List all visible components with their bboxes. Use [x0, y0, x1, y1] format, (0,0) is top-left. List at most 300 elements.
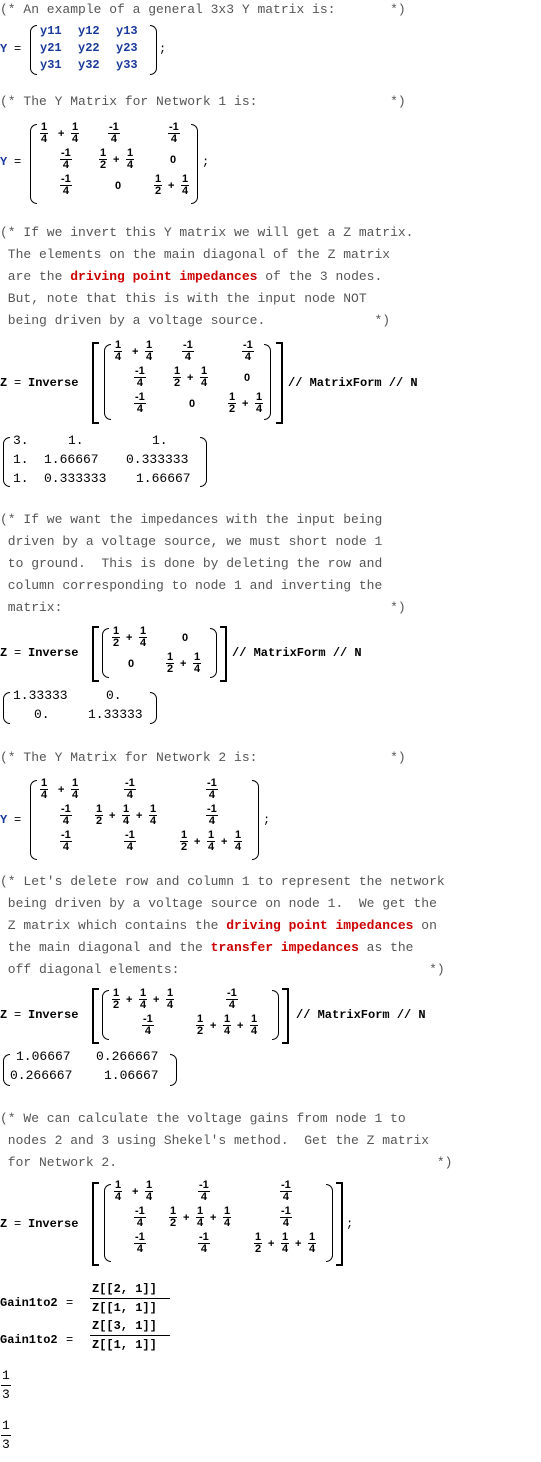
fraction — [223, 1014, 231, 1037]
fraction-bar — [90, 1335, 170, 1336]
comment-delete-b: being driven by a voltage source on node 1. We get the — [0, 896, 437, 911]
right-paren — [191, 124, 198, 204]
fraction — [169, 1206, 177, 1229]
fraction-denominator: 2 — [167, 663, 174, 675]
left-bracket — [92, 1182, 99, 1266]
fraction-numerator: 1 — [197, 1013, 204, 1025]
fraction-denominator: 4 — [62, 185, 69, 197]
result3-right-paren — [170, 1054, 177, 1086]
fraction — [149, 804, 157, 827]
fraction-numerator: -1 — [135, 365, 145, 377]
result3-left-paren — [3, 1054, 10, 1086]
left-paren — [104, 344, 111, 420]
matrix-cell-y23: y23 — [116, 41, 138, 55]
fraction-denominator: 4 — [136, 1217, 143, 1229]
equals-sign: = — [14, 813, 22, 827]
result1-cell: 1. — [152, 433, 168, 448]
right-bracket — [336, 1182, 343, 1266]
fraction — [198, 1232, 210, 1255]
fraction-denominator: 4 — [62, 841, 69, 853]
fraction-denominator: 4 — [150, 815, 157, 827]
fraction-denominator: 4 — [144, 1025, 151, 1037]
y-label: Y — [0, 813, 8, 827]
result2-cell: 0. — [106, 688, 122, 703]
zero-entry: 0 — [128, 658, 135, 670]
fraction — [145, 1180, 153, 1203]
fraction-numerator: 1 — [224, 1013, 231, 1025]
fraction-denominator: 4 — [140, 637, 147, 649]
fraction — [99, 148, 107, 171]
result2-cell: 0. — [34, 707, 50, 722]
fraction-numerator: -1 — [61, 147, 71, 159]
matrixform-postfix: // MatrixForm // N — [296, 1008, 426, 1022]
fraction-numerator: -1 — [169, 121, 179, 133]
comment-short-b: driven by a voltage source, we must short node 1 — [0, 534, 383, 549]
fraction-bar — [90, 1298, 170, 1299]
fraction — [112, 626, 120, 649]
inverse-function: Inverse — [28, 1217, 79, 1231]
fraction — [250, 1014, 258, 1037]
fraction-denominator: 4 — [200, 1243, 207, 1255]
comment-gain-a: (* We can calculate the voltage gains from node 1 to — [0, 1111, 406, 1126]
matrix-cell-y21: y21 — [40, 41, 62, 55]
plus-sign: + — [113, 154, 120, 166]
comment-delete-e: off diagonal elements: *) — [0, 962, 445, 977]
plus-sign: + — [268, 1238, 275, 1250]
fraction-denominator: 4 — [282, 1191, 289, 1203]
plus-sign: + — [180, 658, 187, 670]
fraction-denominator: 4 — [197, 1217, 204, 1229]
fraction-numerator: 1 — [181, 829, 188, 841]
left-paren — [30, 780, 37, 860]
gain-result-denominator: 3 — [2, 1437, 10, 1452]
fraction-denominator: 4 — [200, 1191, 207, 1203]
result1-cell: 0.333333 — [126, 452, 189, 467]
fraction-denominator: 4 — [224, 1217, 231, 1229]
equals-sign: = — [66, 1296, 74, 1310]
equals-sign: = — [14, 155, 22, 169]
left-paren — [30, 25, 37, 75]
fraction — [173, 366, 181, 389]
fraction — [108, 122, 120, 145]
fraction — [142, 1014, 154, 1037]
inverse-function: Inverse — [28, 376, 79, 390]
fraction — [280, 1180, 292, 1203]
fraction-denominator: 4 — [136, 403, 143, 415]
fraction-numerator: -1 — [135, 391, 145, 403]
fraction — [60, 148, 72, 171]
fraction-denominator: 4 — [170, 133, 177, 145]
left-paren — [104, 1184, 111, 1262]
gain-label: Gain1to2 — [0, 1333, 58, 1347]
left-bracket — [92, 988, 99, 1044]
gain-result-numerator: 1 — [2, 1368, 10, 1383]
fraction-denominator: 4 — [72, 789, 79, 801]
fraction-numerator: -1 — [243, 339, 253, 351]
fraction — [60, 174, 72, 197]
driving-point-impedances-highlight: driving point impedances — [226, 918, 414, 933]
matrix-cell-y11: y11 — [40, 24, 62, 38]
fraction-denominator: 4 — [41, 133, 48, 145]
zero-entry: 0 — [244, 372, 251, 384]
equals-sign: = — [14, 1008, 22, 1022]
plus-sign: + — [109, 810, 116, 822]
comment-general-matrix: (* An example of a general 3x3 Y matrix is: *) — [0, 2, 406, 17]
fraction — [223, 1206, 231, 1229]
fraction-denominator: 2 — [174, 377, 181, 389]
fraction-denominator: 4 — [235, 841, 242, 853]
fraction-denominator: 4 — [201, 377, 208, 389]
right-paren — [150, 25, 157, 75]
left-paren — [30, 124, 37, 204]
fraction — [226, 988, 238, 1011]
gain-numerator: Z[[2, 1]] — [92, 1282, 157, 1296]
matrix-cell-y22: y22 — [78, 41, 100, 55]
fraction-numerator: 1 — [255, 1231, 262, 1243]
fraction — [126, 148, 134, 171]
right-paren — [210, 628, 217, 678]
fraction-numerator: 1 — [100, 147, 107, 159]
fraction — [228, 392, 236, 415]
right-paren — [252, 780, 259, 860]
fraction-denominator: 4 — [115, 351, 122, 363]
y-label: Y — [0, 42, 8, 56]
comment-gain-c: for Network 2. *) — [0, 1155, 453, 1170]
fraction-denominator: 2 — [229, 403, 236, 415]
fraction — [254, 1232, 262, 1255]
comment-delete-d: the main diagonal and the transfer impedances as the — [0, 940, 414, 955]
fraction — [193, 652, 201, 675]
fraction-denominator: 4 — [282, 1243, 289, 1255]
fraction-numerator: 1 — [115, 339, 122, 351]
fraction-numerator: 1 — [224, 1205, 231, 1217]
fraction-numerator: 1 — [113, 987, 120, 999]
fraction-denominator: 4 — [140, 999, 147, 1011]
comment-short-d: column corresponding to node 1 and inverting the — [0, 578, 383, 593]
equals-sign: = — [14, 646, 22, 660]
left-bracket — [92, 342, 99, 424]
plus-sign: + — [221, 836, 228, 848]
fraction — [134, 366, 146, 389]
result1-cell: 0.333333 — [44, 471, 107, 486]
fraction-numerator: 1 — [72, 777, 79, 789]
result1-cell: 1.66667 — [44, 452, 99, 467]
fraction — [180, 830, 188, 853]
left-paren — [102, 628, 109, 678]
fraction-denominator: 4 — [136, 1243, 143, 1255]
fraction-numerator: 1 — [146, 1179, 153, 1191]
fraction-numerator: 1 — [140, 625, 147, 637]
fraction-denominator: 4 — [115, 1191, 122, 1203]
comment-gain-b: nodes 2 and 3 using Shekel's method. Get the Z matrix — [0, 1133, 430, 1148]
result1-cell: 1. — [68, 433, 84, 448]
fraction — [134, 1206, 146, 1229]
y-label: Y — [0, 155, 8, 169]
right-bracket — [220, 626, 227, 682]
fraction — [40, 778, 48, 801]
fraction-numerator: 1 — [197, 1205, 204, 1217]
fraction-bar — [1, 1435, 11, 1436]
plus-sign: + — [210, 1020, 217, 1032]
fraction — [71, 778, 79, 801]
fraction — [196, 1014, 204, 1037]
matrixform-postfix: // MatrixForm // N — [288, 376, 418, 390]
plus-sign: + — [194, 836, 201, 848]
fraction — [200, 366, 208, 389]
fraction-denominator: 4 — [146, 1191, 153, 1203]
plus-sign: + — [295, 1238, 302, 1250]
driving-point-impedances-highlight: driving point impedances — [70, 269, 258, 284]
comment-invert-e: being driven by a voltage source. *) — [0, 313, 391, 328]
fraction-denominator: 2 — [181, 841, 188, 853]
comment-delete-a: (* Let's delete row and column 1 to represent the network — [0, 874, 445, 889]
result2-right-paren — [150, 692, 157, 724]
fraction — [134, 392, 146, 415]
fraction-numerator: 1 — [140, 987, 147, 999]
fraction-numerator: -1 — [281, 1179, 291, 1191]
z-label: Z — [0, 376, 8, 390]
fraction — [114, 1180, 122, 1203]
fraction-numerator: -1 — [61, 173, 71, 185]
matrix-cell-y32: y32 — [78, 58, 100, 72]
fraction — [139, 626, 147, 649]
zero-entry: 0 — [115, 180, 122, 192]
plus-sign: + — [126, 994, 133, 1006]
result1-cell: 1.66667 — [136, 471, 191, 486]
fraction-denominator: 2 — [155, 185, 162, 197]
fraction-bar — [1, 1385, 11, 1386]
fraction-numerator: 1 — [282, 1231, 289, 1243]
fraction — [181, 174, 189, 197]
fraction-denominator: 2 — [170, 1217, 177, 1229]
plus-sign: + — [153, 994, 160, 1006]
fraction-denominator: 4 — [182, 185, 189, 197]
fraction-denominator: 4 — [194, 663, 201, 675]
comment-delete-c: Z matrix which contains the driving point impedances on — [0, 918, 437, 933]
gain-label: Gain1to2 — [0, 1296, 58, 1310]
fraction-numerator: 1 — [170, 1205, 177, 1217]
fraction-numerator: -1 — [207, 803, 217, 815]
result2-cell: 1.33333 — [88, 707, 143, 722]
fraction — [40, 122, 48, 145]
fraction — [114, 340, 122, 363]
comment-invert-b: The elements on the main diagonal of the Z matrix — [0, 247, 391, 262]
fraction — [207, 830, 215, 853]
fraction-denominator: 4 — [126, 841, 133, 853]
fraction-denominator: 4 — [251, 1025, 258, 1037]
plus-sign: + — [210, 1212, 217, 1224]
result1-left-paren — [3, 437, 10, 487]
fraction-denominator: 4 — [127, 159, 134, 171]
transfer-impedances-highlight: transfer impedances — [210, 940, 359, 955]
fraction-numerator: 1 — [174, 365, 181, 377]
fraction — [206, 804, 218, 827]
fraction-denominator: 2 — [96, 815, 103, 827]
fraction-denominator: 4 — [228, 999, 235, 1011]
plus-sign: + — [136, 810, 143, 822]
result2-cell: 1.33333 — [13, 688, 68, 703]
fraction-denominator: 2 — [113, 999, 120, 1011]
right-bracket — [276, 342, 283, 424]
fraction — [95, 804, 103, 827]
plus-sign: + — [187, 372, 194, 384]
fraction-numerator: -1 — [135, 1231, 145, 1243]
fraction-numerator: -1 — [207, 777, 217, 789]
fraction — [122, 804, 130, 827]
fraction-denominator: 4 — [126, 789, 133, 801]
semicolon: ; — [202, 155, 210, 169]
fraction-numerator: 1 — [41, 777, 48, 789]
plus-sign: + — [132, 346, 139, 358]
fraction-numerator: 1 — [155, 173, 162, 185]
fraction-denominator: 2 — [255, 1243, 262, 1255]
comment-invert-a: (* If we invert this Y matrix we will get a Z matrix. — [0, 225, 414, 240]
result3-cell: 0.266667 — [10, 1068, 73, 1083]
fraction-denominator: 4 — [62, 815, 69, 827]
fraction — [124, 778, 136, 801]
fraction — [255, 392, 263, 415]
inverse-function: Inverse — [28, 1008, 79, 1022]
gain-result-numerator: 1 — [2, 1418, 10, 1433]
fraction-denominator: 4 — [72, 133, 79, 145]
fraction-numerator: 1 — [115, 1179, 122, 1191]
comment-short-e: matrix: *) — [0, 600, 406, 615]
matrix-cell-y31: y31 — [40, 58, 62, 72]
fraction-numerator: 1 — [72, 121, 79, 133]
zero-entry: 0 — [189, 398, 196, 410]
right-paren — [272, 990, 279, 1040]
fraction-numerator: 1 — [123, 803, 130, 815]
fraction — [281, 1232, 289, 1255]
fraction-denominator: 2 — [197, 1025, 204, 1037]
fraction-numerator: 1 — [127, 147, 134, 159]
left-bracket — [92, 626, 99, 682]
fraction — [60, 830, 72, 853]
fraction-denominator: 4 — [244, 351, 251, 363]
z-label: Z — [0, 1008, 8, 1022]
right-bracket — [282, 988, 289, 1044]
fraction-denominator: 2 — [100, 159, 107, 171]
fraction — [145, 340, 153, 363]
equals-sign: = — [14, 42, 22, 56]
fraction — [60, 804, 72, 827]
result1-cell: 1. — [13, 452, 29, 467]
plus-sign: + — [168, 180, 175, 192]
fraction-numerator: -1 — [61, 829, 71, 841]
fraction-denominator: 4 — [208, 815, 215, 827]
fraction — [134, 1232, 146, 1255]
fraction-numerator: -1 — [143, 1013, 153, 1025]
fraction-numerator: 1 — [229, 391, 236, 403]
comment-invert-c: are the driving point impedances of the 3 nodes. — [0, 269, 383, 284]
plus-sign: + — [183, 1212, 190, 1224]
left-paren — [102, 990, 109, 1040]
fraction-denominator: 4 — [62, 159, 69, 171]
fraction-numerator: 1 — [208, 829, 215, 841]
fraction-numerator: 1 — [41, 121, 48, 133]
fraction-denominator: 4 — [256, 403, 263, 415]
comment-short-c: to ground. This is done by deleting the row and — [0, 556, 383, 571]
fraction-numerator: -1 — [61, 803, 71, 815]
result1-cell: 3. — [13, 433, 29, 448]
fraction-denominator: 4 — [146, 351, 153, 363]
zero-entry: 0 — [182, 632, 189, 644]
fraction — [234, 830, 242, 853]
comment-invert-d: But, note that this is with the input node NOT — [0, 291, 367, 306]
fraction — [166, 652, 174, 675]
plus-sign: + — [242, 398, 249, 410]
fraction-numerator: 1 — [182, 173, 189, 185]
fraction — [182, 340, 194, 363]
plus-sign: + — [132, 1186, 139, 1198]
fraction — [308, 1232, 316, 1255]
fraction-numerator: -1 — [109, 121, 119, 133]
fraction-numerator: -1 — [281, 1205, 291, 1217]
fraction-denominator: 4 — [136, 377, 143, 389]
comment-network2-y: (* The Y Matrix for Network 2 is: *) — [0, 750, 406, 765]
fraction-numerator: 1 — [167, 651, 174, 663]
fraction — [206, 778, 218, 801]
plus-sign: + — [58, 784, 65, 796]
matrix-cell-y33: y33 — [116, 58, 138, 72]
fraction-numerator: -1 — [199, 1231, 209, 1243]
fraction — [196, 1206, 204, 1229]
fraction — [154, 174, 162, 197]
inverse-function: Inverse — [28, 646, 79, 660]
comment-network1-y: (* The Y Matrix for Network 1 is: *) — [0, 94, 406, 109]
fraction-numerator: -1 — [135, 1205, 145, 1217]
fraction-numerator: 1 — [113, 625, 120, 637]
plus-sign: + — [126, 632, 133, 644]
gain-numerator: Z[[3, 1]] — [92, 1319, 157, 1333]
fraction-denominator: 4 — [123, 815, 130, 827]
fraction-denominator: 4 — [41, 789, 48, 801]
fraction-numerator: 1 — [96, 803, 103, 815]
result1-right-paren — [200, 437, 207, 487]
fraction-numerator: -1 — [199, 1179, 209, 1191]
fraction-numerator: -1 — [125, 777, 135, 789]
z-label: Z — [0, 646, 8, 660]
matrix-cell-y12: y12 — [78, 24, 100, 38]
fraction-numerator: 1 — [150, 803, 157, 815]
right-paren — [326, 1184, 333, 1262]
comment-short-a: (* If we want the impedances with the input being — [0, 512, 383, 527]
semicolon: ; — [159, 42, 167, 56]
fraction-numerator: 1 — [146, 339, 153, 351]
fraction-numerator: -1 — [125, 829, 135, 841]
fraction-numerator: 1 — [256, 391, 263, 403]
semicolon: ; — [263, 813, 271, 827]
fraction — [166, 988, 174, 1011]
right-paren — [264, 344, 271, 420]
plus-sign: + — [237, 1020, 244, 1032]
fraction-denominator: 4 — [208, 789, 215, 801]
fraction-denominator: 4 — [208, 841, 215, 853]
gain-denominator: Z[[1, 1]] — [92, 1338, 157, 1352]
fraction-numerator: 1 — [194, 651, 201, 663]
fraction-numerator: 1 — [201, 365, 208, 377]
matrix-cell-y13: y13 — [116, 24, 138, 38]
fraction — [242, 340, 254, 363]
result3-cell: 1.06667 — [104, 1068, 159, 1083]
fraction-denominator: 4 — [309, 1243, 316, 1255]
equals-sign: = — [66, 1333, 74, 1347]
fraction-denominator: 4 — [110, 133, 117, 145]
fraction — [112, 988, 120, 1011]
gain-denominator: Z[[1, 1]] — [92, 1301, 157, 1315]
fraction — [139, 988, 147, 1011]
fraction-numerator: -1 — [227, 987, 237, 999]
